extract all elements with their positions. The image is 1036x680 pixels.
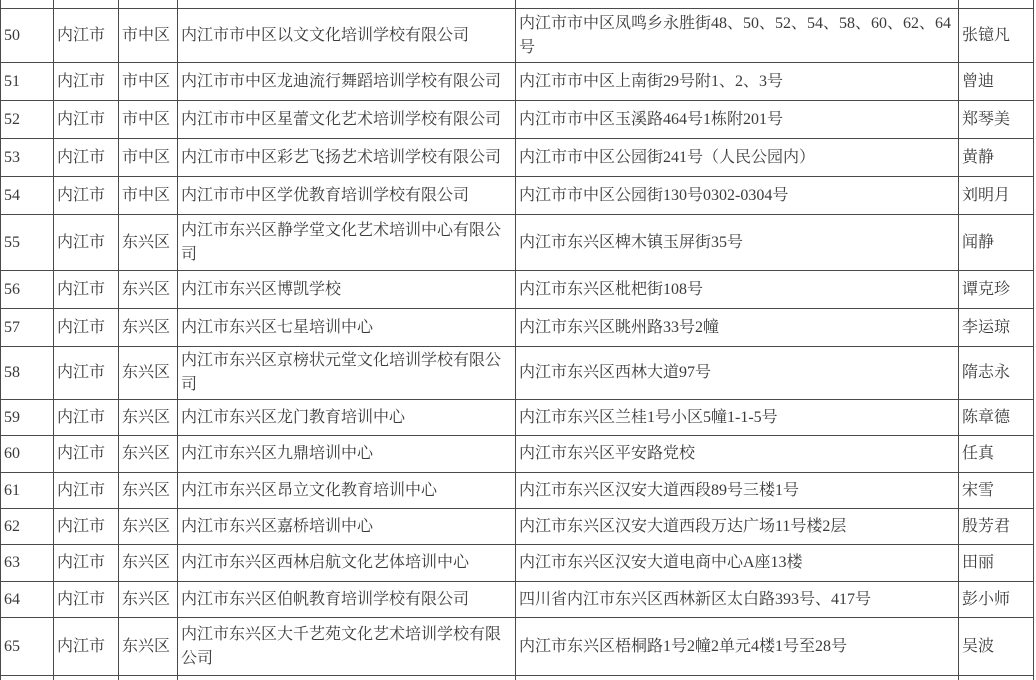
cell-address: 内江市东兴区汉安大道西段89号三楼1号 bbox=[516, 473, 959, 509]
cell-address: 内江市东兴区汉安大道电商中心A座13楼 bbox=[516, 545, 959, 582]
cell-school-name: 内江市市中区学优教育培训学校有限公司 bbox=[178, 177, 516, 215]
cell-empty bbox=[1, 676, 54, 680]
cell-district: 市中区 bbox=[119, 139, 178, 177]
cell-address: 内江市东兴区眺州路33号2幢 bbox=[516, 309, 959, 347]
cell-contact-name: 谭克珍 bbox=[959, 271, 1034, 309]
cell-school-name: 内江市东兴区博凯学校 bbox=[178, 271, 516, 309]
cell-school-name: 内江市东兴区龙门教育培训中心 bbox=[178, 400, 516, 436]
cell-empty bbox=[516, 676, 959, 680]
cell-contact-name: 殷芳君 bbox=[959, 509, 1034, 545]
cell-address: 内江市东兴区梧桐路1号2幢2单元4楼1号至28号 bbox=[516, 618, 959, 676]
table-row bbox=[1, 9, 1034, 63]
cell-row-number: 57 bbox=[1, 309, 54, 347]
cell-contact-name: 黄静 bbox=[959, 139, 1034, 177]
cell-city: 内江市 bbox=[54, 177, 119, 215]
cell-address: 内江市东兴区枇杷街108号 bbox=[516, 271, 959, 309]
cell-contact-name: 宋雪 bbox=[959, 473, 1034, 509]
cell-school-name: 内江市东兴区九鼎培训中心 bbox=[178, 436, 516, 473]
cell-address: 内江市东兴区平安路党校 bbox=[516, 436, 959, 473]
cell-school-name: 内江市东兴区昂立文化教育培训中心 bbox=[178, 473, 516, 509]
table-row bbox=[1, 347, 1034, 400]
cell-district: 市中区 bbox=[119, 101, 178, 139]
cell-address: 内江市东兴区汉安大道西段万达广场11号楼2层 bbox=[516, 509, 959, 545]
table-row bbox=[1, 309, 1034, 347]
cell-empty bbox=[959, 676, 1034, 680]
cell-district: 东兴区 bbox=[119, 400, 178, 436]
cell-address: 内江市东兴区椑木镇玉屏街35号 bbox=[516, 215, 959, 271]
cell-contact-name: 郑琴美 bbox=[959, 101, 1034, 139]
cell-empty bbox=[1, 0, 54, 9]
cell-contact-name: 彭小师 bbox=[959, 582, 1034, 618]
cell-address: 内江市东兴区西林大道97号 bbox=[516, 347, 959, 400]
cell-row-number: 65 bbox=[1, 618, 54, 676]
cell-row-number: 63 bbox=[1, 545, 54, 582]
cell-contact-name: 陈章德 bbox=[959, 400, 1034, 436]
cell-city: 内江市 bbox=[54, 63, 119, 101]
cell-empty bbox=[119, 676, 178, 680]
cell-row-number: 62 bbox=[1, 509, 54, 545]
cell-contact-name: 刘明月 bbox=[959, 177, 1034, 215]
cell-contact-name: 田丽 bbox=[959, 545, 1034, 582]
cell-row-number: 59 bbox=[1, 400, 54, 436]
cell-contact-name: 张镱凡 bbox=[959, 9, 1034, 63]
cell-contact-name: 闻静 bbox=[959, 215, 1034, 271]
cell-row-number: 60 bbox=[1, 436, 54, 473]
cell-school-name: 内江市东兴区大千艺苑文化艺术培训学校有限公司 bbox=[178, 618, 516, 676]
cell-city: 内江市 bbox=[54, 215, 119, 271]
table-row bbox=[1, 582, 1034, 618]
cell-empty bbox=[516, 0, 959, 9]
cell-row-number: 52 bbox=[1, 101, 54, 139]
cell-address: 内江市市中区凤鸣乡永胜街48、50、52、54、58、60、62、64号 bbox=[516, 9, 959, 63]
cell-city: 内江市 bbox=[54, 139, 119, 177]
cell-district: 东兴区 bbox=[119, 545, 178, 582]
cell-school-name: 内江市东兴区嘉桥培训中心 bbox=[178, 509, 516, 545]
cell-empty bbox=[119, 0, 178, 9]
cell-district: 市中区 bbox=[119, 177, 178, 215]
cell-district: 东兴区 bbox=[119, 509, 178, 545]
cell-row-number: 64 bbox=[1, 582, 54, 618]
cell-city: 内江市 bbox=[54, 436, 119, 473]
cell-school-name: 内江市东兴区京榜状元堂文化培训学校有限公司 bbox=[178, 347, 516, 400]
cell-row-number: 61 bbox=[1, 473, 54, 509]
cell-school-name: 内江市东兴区静学堂文化艺术培训中心有限公司 bbox=[178, 215, 516, 271]
table-row bbox=[1, 139, 1034, 177]
table-row bbox=[1, 63, 1034, 101]
cell-city: 内江市 bbox=[54, 473, 119, 509]
cell-contact-name: 隋志永 bbox=[959, 347, 1034, 400]
table-row bbox=[1, 618, 1034, 676]
partial-row-bottom bbox=[1, 676, 1034, 680]
cell-empty bbox=[54, 0, 119, 9]
cell-address: 内江市市中区公园街130号0302-0304号 bbox=[516, 177, 959, 215]
cell-city: 内江市 bbox=[54, 347, 119, 400]
cell-row-number: 53 bbox=[1, 139, 54, 177]
cell-empty bbox=[54, 676, 119, 680]
table-row bbox=[1, 177, 1034, 215]
cell-row-number: 55 bbox=[1, 215, 54, 271]
cell-district: 东兴区 bbox=[119, 309, 178, 347]
table-row bbox=[1, 545, 1034, 582]
cell-row-number: 58 bbox=[1, 347, 54, 400]
cell-school-name: 内江市市中区龙迪流行舞蹈培训学校有限公司 bbox=[178, 63, 516, 101]
cell-school-name: 内江市市中区以文文化培训学校有限公司 bbox=[178, 9, 516, 63]
partial-row-top bbox=[1, 0, 1034, 9]
cell-empty bbox=[178, 676, 516, 680]
cell-district: 东兴区 bbox=[119, 618, 178, 676]
cell-school-name: 内江市东兴区西林启航文化艺体培训中心 bbox=[178, 545, 516, 582]
table-row bbox=[1, 473, 1034, 509]
cell-district: 东兴区 bbox=[119, 347, 178, 400]
cell-row-number: 51 bbox=[1, 63, 54, 101]
cell-district: 东兴区 bbox=[119, 473, 178, 509]
table-row bbox=[1, 436, 1034, 473]
cell-row-number: 54 bbox=[1, 177, 54, 215]
cell-row-number: 50 bbox=[1, 9, 54, 63]
cell-city: 内江市 bbox=[54, 271, 119, 309]
cell-city: 内江市 bbox=[54, 400, 119, 436]
cell-city: 内江市 bbox=[54, 101, 119, 139]
table-row bbox=[1, 271, 1034, 309]
cell-city: 内江市 bbox=[54, 309, 119, 347]
cell-school-name: 内江市东兴区七星培训中心 bbox=[178, 309, 516, 347]
cell-address: 内江市市中区上南街29号附1、2、3号 bbox=[516, 63, 959, 101]
table-row bbox=[1, 509, 1034, 545]
table-row bbox=[1, 215, 1034, 271]
cell-row-number: 56 bbox=[1, 271, 54, 309]
cell-district: 东兴区 bbox=[119, 582, 178, 618]
cell-district: 市中区 bbox=[119, 63, 178, 101]
cell-school-name: 内江市东兴区伯帆教育培训学校有限公司 bbox=[178, 582, 516, 618]
cell-empty bbox=[178, 0, 516, 9]
table-row bbox=[1, 400, 1034, 436]
cell-empty bbox=[959, 0, 1034, 9]
cell-district: 东兴区 bbox=[119, 271, 178, 309]
cell-contact-name: 李运琼 bbox=[959, 309, 1034, 347]
cell-district: 市中区 bbox=[119, 9, 178, 63]
cell-school-name: 内江市市中区星蕾文化艺术培训学校有限公司 bbox=[178, 101, 516, 139]
cell-city: 内江市 bbox=[54, 509, 119, 545]
table-row bbox=[1, 101, 1034, 139]
cell-city: 内江市 bbox=[54, 618, 119, 676]
cell-contact-name: 任真 bbox=[959, 436, 1034, 473]
table-body bbox=[1, 0, 1034, 680]
cell-address: 四川省内江市东兴区西林新区太白路393号、417号 bbox=[516, 582, 959, 618]
cell-city: 内江市 bbox=[54, 545, 119, 582]
cell-district: 东兴区 bbox=[119, 436, 178, 473]
cell-address: 内江市市中区玉溪路464号1栋附201号 bbox=[516, 101, 959, 139]
cell-address: 内江市东兴区兰桂1号小区5幢1-1-5号 bbox=[516, 400, 959, 436]
cell-city: 内江市 bbox=[54, 582, 119, 618]
cell-district: 东兴区 bbox=[119, 215, 178, 271]
cell-school-name: 内江市市中区彩艺飞扬艺术培训学校有限公司 bbox=[178, 139, 516, 177]
cell-address: 内江市市中区公园街241号（人民公园内） bbox=[516, 139, 959, 177]
cell-contact-name: 曾迪 bbox=[959, 63, 1034, 101]
cell-contact-name: 吴波 bbox=[959, 618, 1034, 676]
cell-city: 内江市 bbox=[54, 9, 119, 63]
